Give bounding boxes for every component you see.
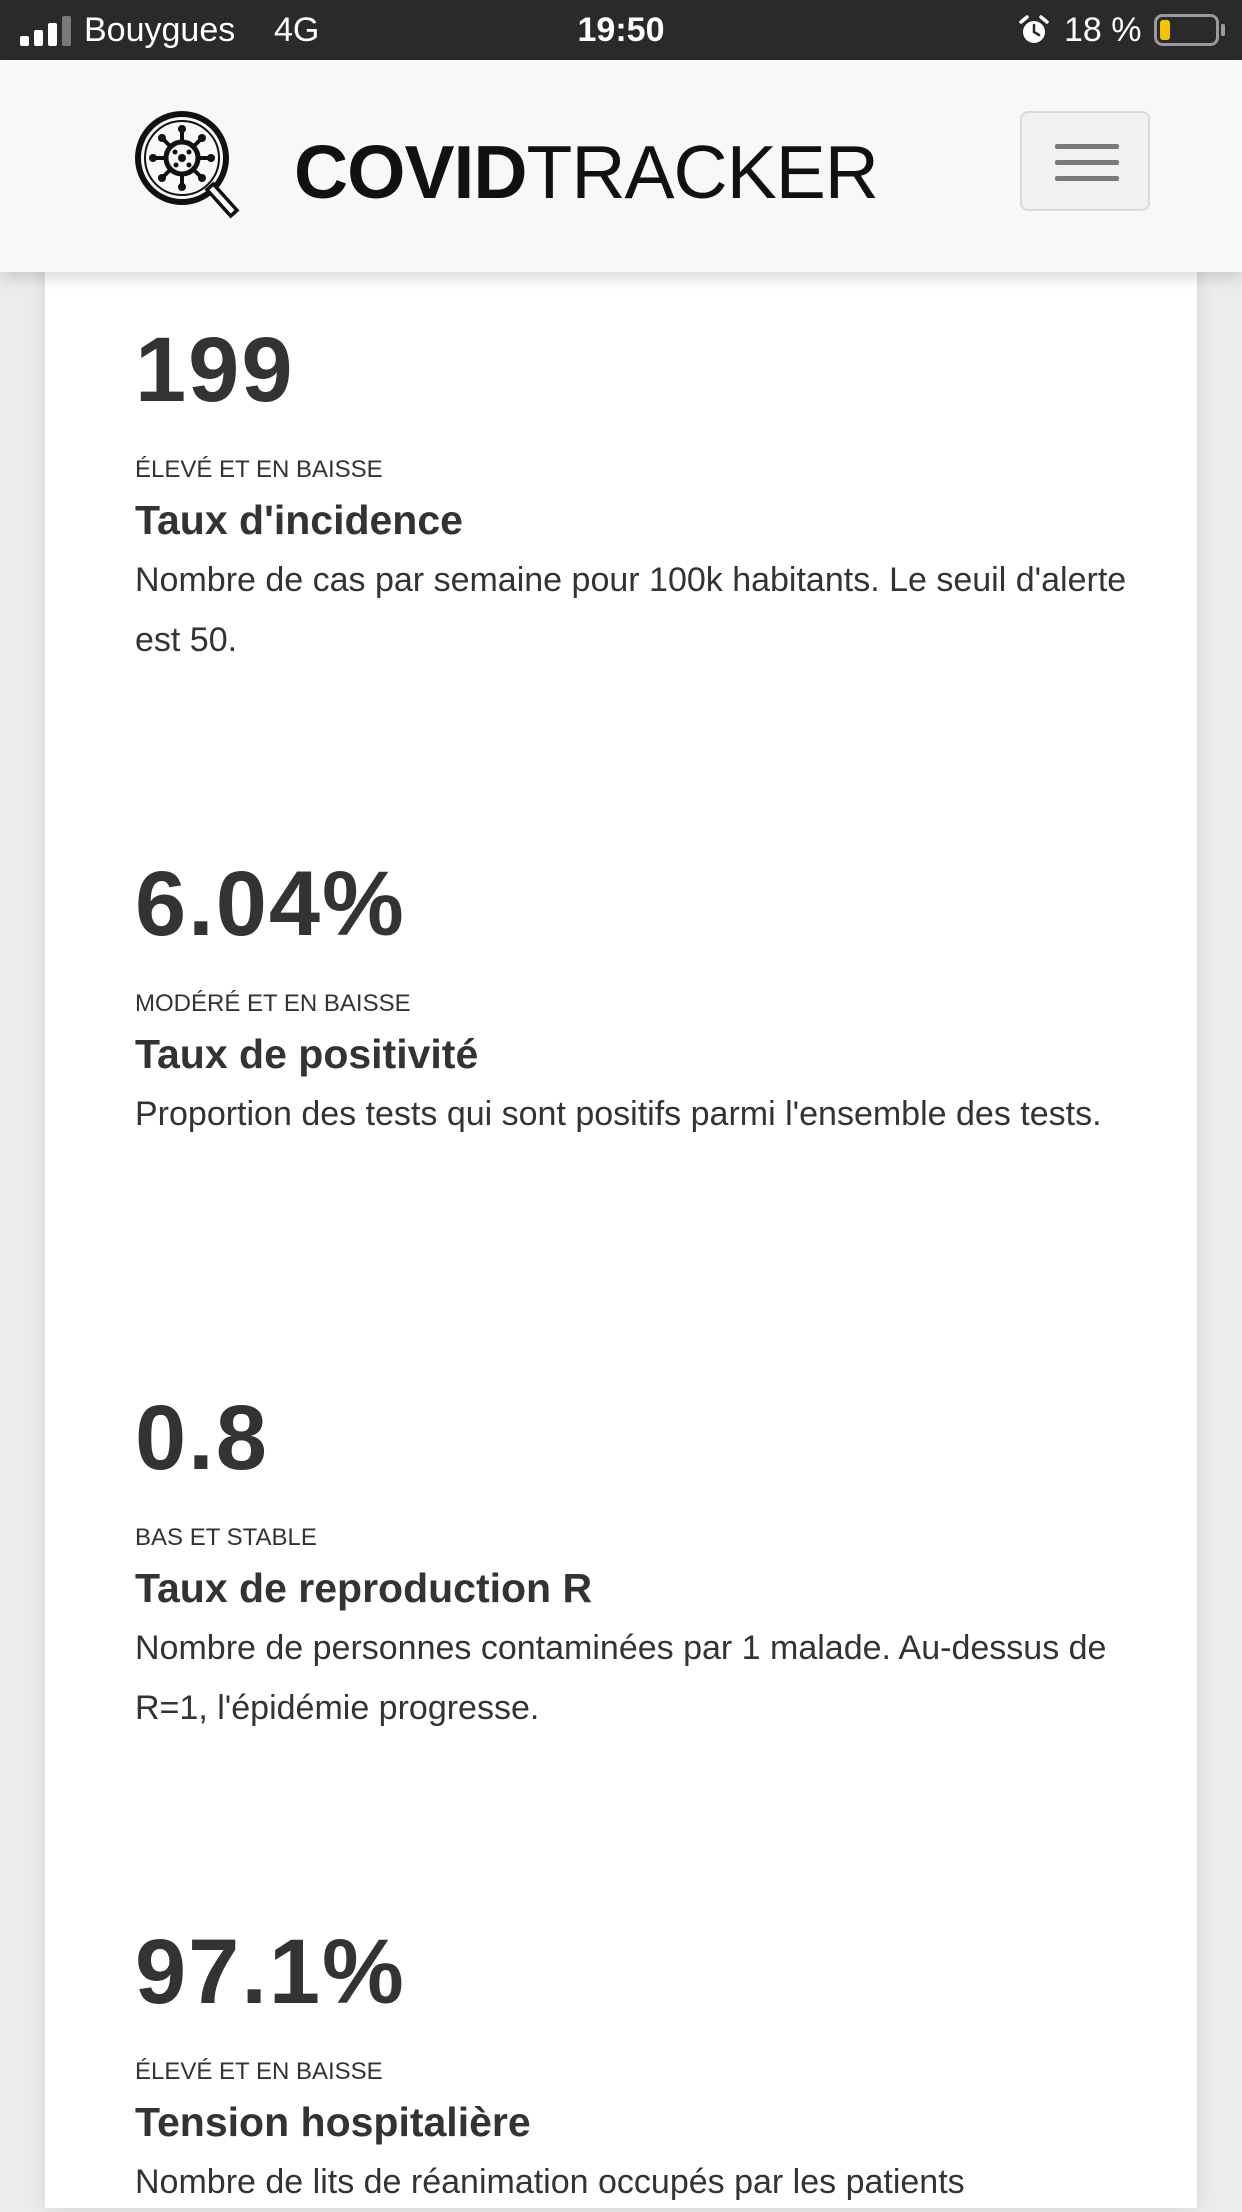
brand-light: TRACKER	[526, 130, 878, 214]
stat-level: ÉLEVÉ ET EN BAISSE	[135, 456, 383, 483]
stat-title: Taux de positivité	[135, 1031, 479, 1077]
menu-toggle-button[interactable]	[1020, 111, 1150, 211]
network-type: 4G	[274, 11, 320, 49]
menu-bar	[1055, 144, 1119, 149]
stat-level: MODÉRÉ ET EN BAISSE	[135, 990, 411, 1017]
stat-description: Nombre de lits de réanimation occupés par les patients	[135, 2163, 965, 2201]
stat-value: 199	[135, 319, 295, 421]
brand-bold: COVID	[294, 130, 527, 214]
app-header	[0, 60, 1242, 272]
alarm-icon	[1018, 14, 1050, 46]
stat-description: Proportion des tests qui sont positifs parmi l'ensemble des tests.	[135, 1095, 1102, 1133]
stat-positivity	[135, 854, 1135, 1144]
stats-card	[45, 240, 1197, 2208]
stat-value: 0.8	[135, 1387, 269, 1489]
stat-hospital-tension	[135, 1922, 1135, 2212]
carrier-name: Bouygues	[84, 11, 236, 49]
stat-title: Tension hospitalière	[135, 2099, 531, 2145]
status-bar	[0, 0, 1242, 60]
menu-bar	[1055, 176, 1119, 181]
stat-title: Taux de reproduction R	[135, 1565, 593, 1611]
virus-magnifier-icon[interactable]	[134, 108, 254, 228]
menu-bar	[1055, 160, 1119, 165]
battery-percent: 18 %	[1064, 11, 1142, 49]
battery-icon	[1154, 14, 1226, 46]
stat-description: Nombre de cas par semaine pour 100k habitants. Le seuil d'alerte est 50.	[135, 561, 1127, 659]
stat-level: ÉLEVÉ ET EN BAISSE	[135, 2058, 383, 2085]
status-time: 19:50	[577, 11, 665, 49]
stat-value: 6.04%	[135, 853, 406, 955]
stat-reproduction	[135, 1388, 1135, 1738]
stat-title: Taux d'incidence	[135, 497, 463, 543]
stat-incidence	[135, 320, 1135, 670]
stat-description: Nombre de personnes contaminées par 1 malade. Au-dessus de R=1, l'épidémie progresse.	[135, 1629, 1107, 1727]
stat-value: 97.1%	[135, 1921, 406, 2023]
brand-title[interactable]	[294, 122, 878, 222]
stat-level: BAS ET STABLE	[135, 1524, 317, 1551]
